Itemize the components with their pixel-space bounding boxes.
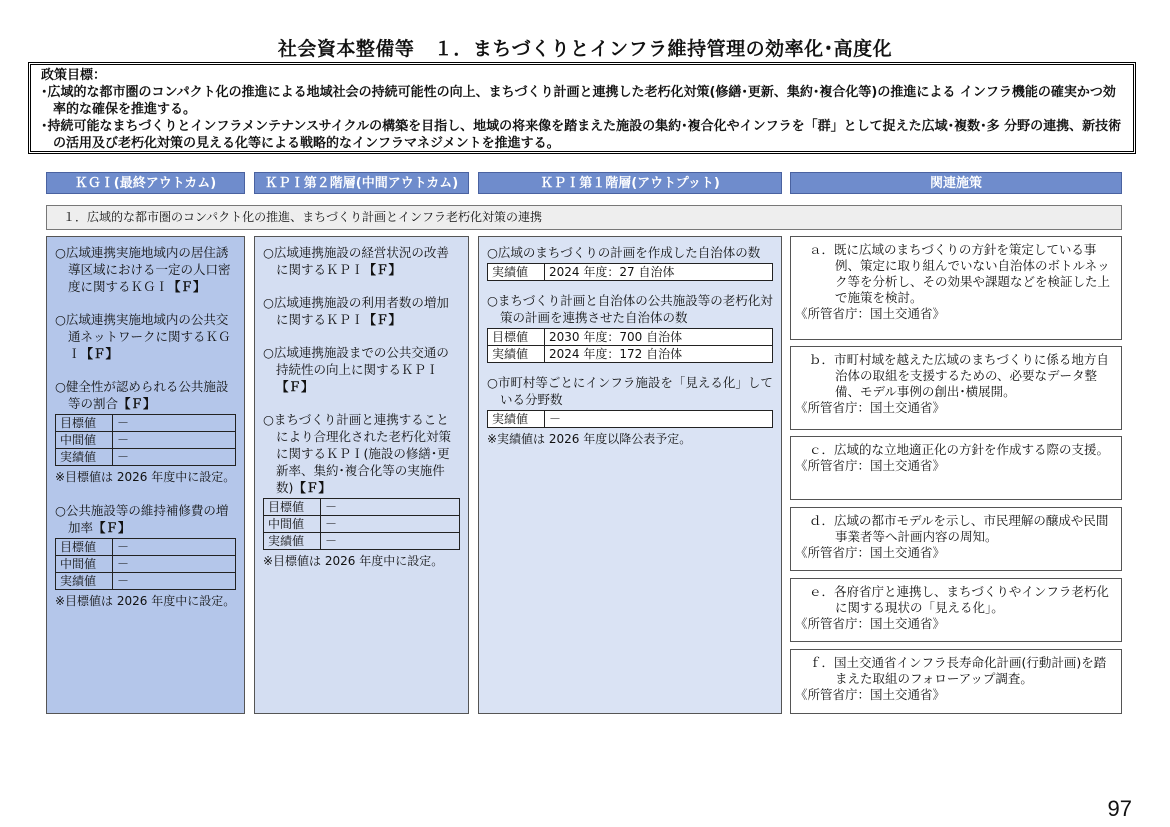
policy-goal-label: 政策目標： <box>41 68 107 83</box>
kpi2-column <box>254 236 469 714</box>
kpi2-item: ○広域連携施設の利用者数の増加に関するＫＰＩ【Ｆ】 <box>263 295 449 327</box>
kgi-note: ※目標値は 2026 年度中に設定。 <box>55 594 236 608</box>
kpi2-item: ○広域連携施設の経営状況の改善に関するＫＰＩ【Ｆ】 <box>263 245 449 277</box>
kpi1-item: ○広域のまちづくりの計画を作成した自治体の数 <box>487 245 761 260</box>
kgi-column <box>46 236 245 714</box>
kgi-item: ○健全性が認められる公共施設等の割合【Ｆ】 <box>55 379 229 411</box>
related-measure-b: ｂ．市町村域を越えた広域のまちづくりに係る地方自治体の取組を支援するための、必要なデータ整備、モデル事例の創出･横展開。 《所管省庁：国土交通省》 <box>790 346 1122 430</box>
related-measure-a: ａ．既に広域のまちづくりの方針を策定している事例、策定に取り組んでいない自治体のボトルネック等を分析し、その効果や課題などを検証した上で施策を検討。 《所管省庁：国土交通省》 <box>790 236 1122 340</box>
page-title: 社会資本整備等 １．まちづくりとインフラ維持管理の効率化･高度化 <box>277 38 893 60</box>
kpi1-item: ○市町村等ごとにインフラ施設を「見える化」している分野数 <box>487 375 773 407</box>
kgi-item: ○広域連携実施地域内の公共交通ネットワークに関するＫＧＩ【Ｆ】 <box>55 312 231 361</box>
kpi1-value-table: 実績値 － <box>487 410 773 428</box>
kpi1-note: ※実績値は 2026 年度以降公表予定。 <box>487 432 692 446</box>
header-kpi2: ＫＰＩ第２階層(中間アウトカム) <box>254 172 469 194</box>
policy-goal-box <box>28 62 1136 154</box>
kpi1-column <box>478 236 782 714</box>
kpi2-value-table: 目標値 － 中間値 － 実績値 － <box>263 498 460 550</box>
kpi1-item: ○まちづくり計画と自治体の公共施設等の老朽化対策の計画を連携させた自治体の数 <box>487 293 773 325</box>
kpi2-item: ○広域連携施設までの公共交通の持続性の向上に関するＫＰＩ【Ｆ】 <box>263 345 449 394</box>
kgi-note: ※目標値は 2026 年度中に設定。 <box>55 470 236 484</box>
related-measure-d: ｄ．広域の都市モデルを示し、市民理解の醸成や民間事業者等へ計画内容の周知。 《所管省庁：国土交通省》 <box>790 507 1122 571</box>
header-related-measures: 関連施策 <box>790 172 1122 194</box>
kpi1-value-table: 目標値 2030 年度：700 自治体 実績値 2024 年度：172 自治体 <box>487 328 773 363</box>
kgi-value-table: 目標値 － 中間値 － 実績値 － <box>55 538 236 590</box>
kpi2-item: ○まちづくり計画と連携することにより合理化された老朽化対策に関するＫＰＩ(施設の修繕･更新率、集約･複合化等の実施件数)【Ｆ】 <box>263 412 452 495</box>
kgi-item: ○広域連携実施地域内の居住誘導区域における一定の人口密度に関するＫＧＩ【Ｆ】 <box>55 245 231 294</box>
policy-goal-line-2: ･持続可能なまちづくりとインフラメンテナンスサイクルの構築を目指し、地域の将来像を踏まえた施設の集約･複合化やインフラを「群」として捉えた広域･複数･多 分野の連携、新技術の活用及び老朽化対策の見える化等による戦略的なインフラマネジメントを推進する。 <box>41 119 1122 151</box>
kpi1-value-table: 実績値 2024 年度：27 自治体 <box>487 263 773 281</box>
header-kpi1: ＫＰＩ第１階層(アウトプット) <box>478 172 782 194</box>
header-kgi: ＫＧＩ(最終アウトカム) <box>46 172 245 194</box>
kgi-value-table: 目標値 － 中間値 － 実績値 － <box>55 414 236 466</box>
related-measure-c: ｃ．広域的な立地適正化の方針を作成する際の支援。 《所管省庁：国土交通省》 <box>790 436 1122 500</box>
related-measure-e: ｅ．各府省庁と連携し、まちづくりやインフラ老朽化に関する現状の「見える化」。 《所管省庁：国土交通省》 <box>790 578 1122 642</box>
kpi2-note: ※目標値は 2026 年度中に設定。 <box>263 554 444 568</box>
policy-goal-line-1: ･広域的な都市圏のコンパクト化の推進による地域社会の持続可能性の向上、まちづくり計画と連携した老朽化対策(修繕･更新、集約･複合化等)の推進による インフラ機能の確実かつ効率的な確保を推進する。 <box>41 85 1116 117</box>
related-measure-f: ｆ．国土交通省インフラ長寿命化計画(行動計画)を踏まえた取組のフォローアップ調査。 《所管省庁：国土交通省》 <box>790 649 1122 714</box>
kgi-item: ○公共施設等の維持補修費の増加率【Ｆ】 <box>55 503 229 535</box>
page-number: 97 <box>1107 796 1132 821</box>
section-heading: １．広域的な都市圏のコンパクト化の推進、まちづくり計画とインフラ老朽化対策の連携 <box>46 205 1122 230</box>
